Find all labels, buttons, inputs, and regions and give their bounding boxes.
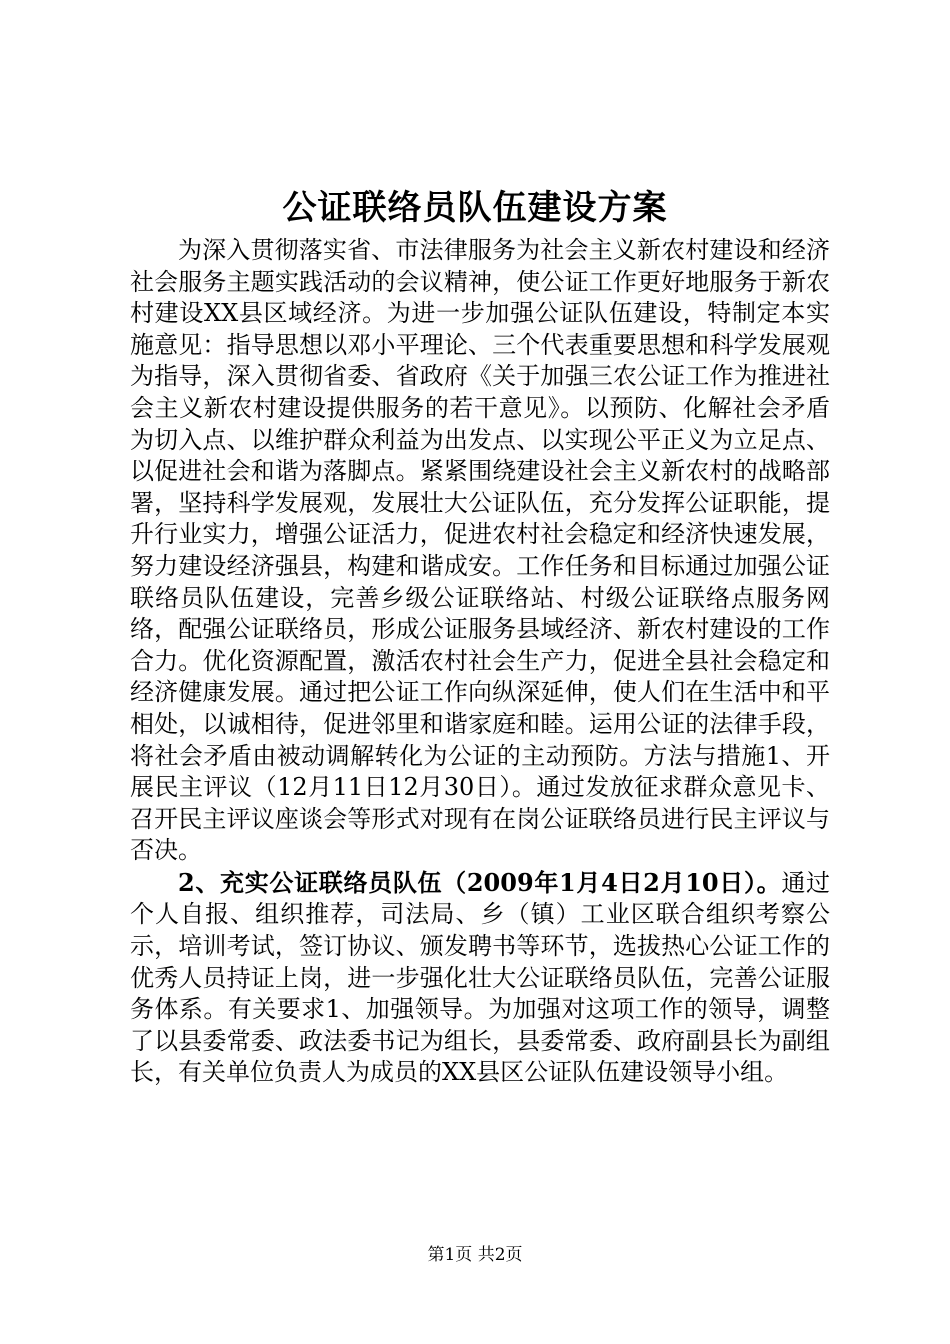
paragraph-2 [130,867,830,1089]
document-title: 公证联络员队伍建设方案 [282,188,668,228]
paragraph-2-heading: 2、充实公证联络员队伍（2009年1月4日2月10日）。 [178,867,782,897]
page-footer: 第1页 共2页 [427,1245,523,1265]
document-body [130,235,830,1089]
paragraph-1: 为深入贯彻落实省、市法律服务为社会主义新农村建设和经济社会服务主题实践活动的会议精神，使公证工作更好地服务于新农村建设XX县区域经济。为进一步加强公证队伍建设，特制定本实施意见：指导思想以邓小平理论、三个代表重要思想和科学发展观为指导，深入贯彻省委、省政府《关于加强三农公证工作为推进社会主义新农村建设提供服务的若干意见》。以预防、化解社会矛盾为切入点、以维护群众利益为出发点、以实现公平正义为立足点、以促进社会和谐为落脚点。紧紧围绕建设社会主义新农村的战略部署，坚持科学发展观，发展壮大公证队伍，充分发挥公证职能，提升行业实力，增强公证活力，促进农村社会稳定和经济快速发展，努力建设经济强县，构建和谐成安。工作任务和目标通过加强公证联络员队伍建设，完善乡级公证联络站、村级公证联络点服务网络，配强公证联络员，形成公证服务县域经济、新农村建设的工作合力。优化资源配置，激活农村社会生产力，促进全县社会稳定和经济健康发展。通过把公证工作向纵深延伸，使人们在生活中和平相处，以诚相待，促进邻里和谐家庭和睦。运用公证的法律手段，将社会矛盾由被动调解转化为公证的主动预防。方法与措施1、开展民主评议（12月11日12月30日）。通过发放征求群众意见卡、召开民主评议座谈会等形式对现有在岗公证联络员进行民主评议与否决。 [130,236,830,865]
paragraph-2-body: 通过个人自报、组织推荐，司法局、乡（镇）工业区联合组织考察公示，培训考试，签订协议、颁发聘书等环节，选拔热心公证工作的优秀人员持证上岗，进一步强化壮大公证联络员队伍，完善公证服务体系。有关要求1、加强领导。为加强对这项工作的领导，调整了以县委常委、政法委书记为组长，县委常委、政府副县长为副组长，有关单位负责人为成员的XX县区公证队伍建设领导小组。 [130,868,830,1087]
